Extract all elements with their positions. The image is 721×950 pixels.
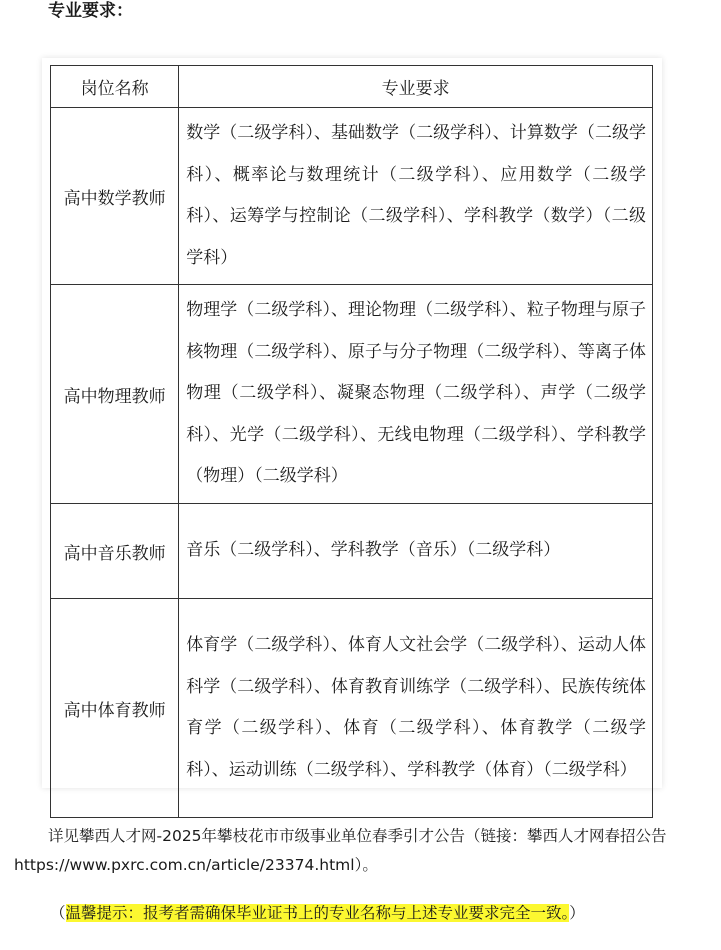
position-name: 高中音乐教师 <box>51 504 179 599</box>
position-requirement: 数学（二级学科）、基础数学（二级学科）、计算数学（二级学科）、概率论与数理统计（二级学科）、应用数学（二级学科）、运筹学与控制论（二级学科）、学科教学（数学）（二级学科） <box>179 108 653 285</box>
position-requirement: 物理学（二级学科）、理论物理（二级学科）、粒子物理与原子核物理（二级学科）、原子与分子物理（二级学科）、等离子体物理（二级学科）、凝聚态物理（二级学科）、声学（二级学科）、光学（二级学科）、无线电物理（二级学科）、学科教学（物理）（二级学科） <box>179 285 653 504</box>
header-position: 岗位名称 <box>51 66 179 108</box>
table-row <box>51 504 653 599</box>
table-row <box>51 599 653 818</box>
table-row <box>51 108 653 285</box>
position-requirement: 体育学（二级学科）、体育人文社会学（二级学科）、运动人体科学（二级学科）、体育教育训练学（二级学科）、民族传统体育学（二级学科）、体育（二级学科）、体育教学（二级学科）、运动训练（二级学科）、学科教学（体育）（二级学科） <box>179 599 653 818</box>
reminder-tip <box>50 900 585 926</box>
requirements-table <box>50 65 653 818</box>
position-name: 高中体育教师 <box>51 599 179 818</box>
table-header-row <box>51 66 653 108</box>
announcement-note: 详见攀西人才网-2025年攀枝花市市级事业单位春季引才公告（链接：攀西人才网春招公告https://www.pxrc.com.cn/article/23374.html）。 <box>14 827 667 874</box>
header-requirement: 专业要求 <box>179 66 653 108</box>
section-heading: 专业要求： <box>48 1 133 21</box>
position-requirement: 音乐（二级学科）、学科教学（音乐）（二级学科） <box>179 504 653 599</box>
position-name: 高中数学教师 <box>51 108 179 285</box>
tip-open-paren: （ <box>50 904 66 922</box>
table-row <box>51 285 653 504</box>
tip-close-paren: ） <box>569 904 585 922</box>
tip-highlighted-text: 温馨提示：报考者需确保毕业证书上的专业名称与上述专业要求完全一致。 <box>65 904 570 922</box>
position-name: 高中物理教师 <box>51 285 179 504</box>
